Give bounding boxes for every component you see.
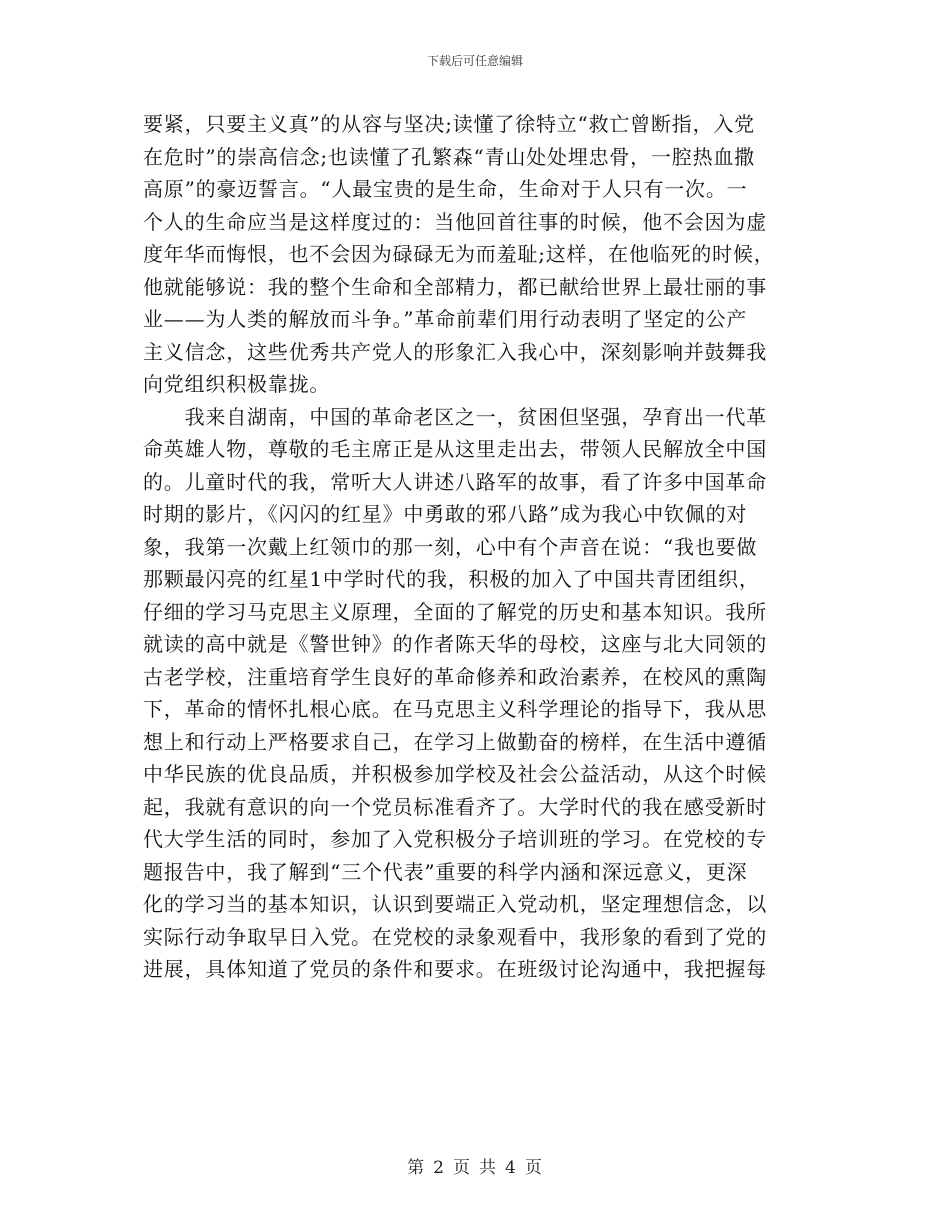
text-line: 高原”的豪迈誓言。“人最宝贵的是生命，生命对于人只有一次。一 <box>143 177 748 201</box>
text-line: 向党组织积极靠拢。 <box>143 372 331 396</box>
footer-suffix: 页 <box>524 1158 543 1178</box>
text-line: 下，革命的情怀扎根心底。在马克思主义科学理论的指导下，我从思 <box>143 697 767 721</box>
text-line: 想上和行动上严格要求自己，在学习上做勤奋的榜样，在生活中遵循 <box>143 729 767 754</box>
text-line: 命英雄人物，尊敬的毛主席正是从这里走出去，带领人民解放全中国 <box>143 437 767 461</box>
text-line: 在危时”的崇高信念;也读懂了孔繁森“青山处处埋忠骨，一腔热血撒 <box>143 144 755 169</box>
text-line: 那颗最闪亮的红星1中学时代的我，积极的加入了中国共青团组织， <box>143 567 760 591</box>
footer-prefix: 第 <box>407 1158 426 1178</box>
page-total: 4 <box>505 1158 517 1178</box>
text-line: 要紧，只要主义真”的从容与坚决;读懂了徐特立“救亡曾断指，入党 <box>143 112 755 136</box>
text-line: 中华民族的优良品质，并积极参加学校及社会公益活动，从这个时候 <box>143 762 767 786</box>
text-line: 实际行动争取早日入党。在党校的录象观看中，我形象的看到了党的 <box>143 924 767 949</box>
text-line: 题报告中，我了解到“三个代表”重要的科学内涵和深远意义，更深 <box>143 859 748 884</box>
text-line: 就读的高中就是《警世钟》的作者陈天华的母校，这座与北大同领的 <box>143 632 767 656</box>
text-line: 时期的影片，《闪闪的红星》中勇敢的邪八路”成为我心中钦佩的对 <box>143 502 748 526</box>
text-line: 个人的生命应当是这样度过的：当他回首往事的时候，他不会因为虚 <box>143 209 767 234</box>
page-footer <box>0 1153 950 1178</box>
footer-mid1: 页 <box>453 1158 471 1178</box>
text-line: 象，我第一次戴上红领巾的那一刻，心中有个声音在说：“我也要做 <box>143 534 758 559</box>
text-line: 度年华而悔恨，也不会因为碌碌无为而羞耻;这样，在他临死的时候， <box>143 242 775 266</box>
text-line: 业——为人类的解放而斗争。”革命前辈们用行动表明了坚定的公产 <box>143 307 748 331</box>
text-line: 的。儿童时代的我，常听大人讲述八路军的故事，看了许多中国革命 <box>143 469 767 494</box>
text-line: 代大学生活的同时，参加了入党积极分子培训班的学习。在党校的专 <box>143 827 767 851</box>
text-line: 他就能够说：我的整个生命和全部精力，都已献给世界上最壮丽的事 <box>143 274 767 299</box>
text-line: 起，我就有意识的向一个党员标准看齐了。大学时代的我在感受新时 <box>143 794 767 819</box>
body-text <box>143 108 805 986</box>
page-header: 下载后可任意编辑 <box>426 54 523 68</box>
text-line: 古老学校，注重培育学生良好的革命修养和政治素养，在校风的熏陶 <box>143 664 767 689</box>
footer-mid2: 共 <box>479 1158 497 1178</box>
text-line: 进展，具体知道了党员的条件和要求。在班级讨论沟通中，我把握每 <box>143 957 767 981</box>
text-line: 仔细的学习马克思主义原理，全面的了解党的历史和基本知识。我所 <box>143 599 767 624</box>
text-line: 化的学习当的基本知识，认识到要端正入党动机，坚定理想信念，以 <box>143 892 767 916</box>
text-line: 主义信念，这些优秀共产党人的形象汇入我心中，深刻影响并鼓舞我 <box>143 339 767 364</box>
page-number: 2 <box>433 1158 445 1178</box>
text-line: 我来自湖南，中国的革命老区之一，贫困但坚强，孕育出一代革 <box>143 404 767 429</box>
